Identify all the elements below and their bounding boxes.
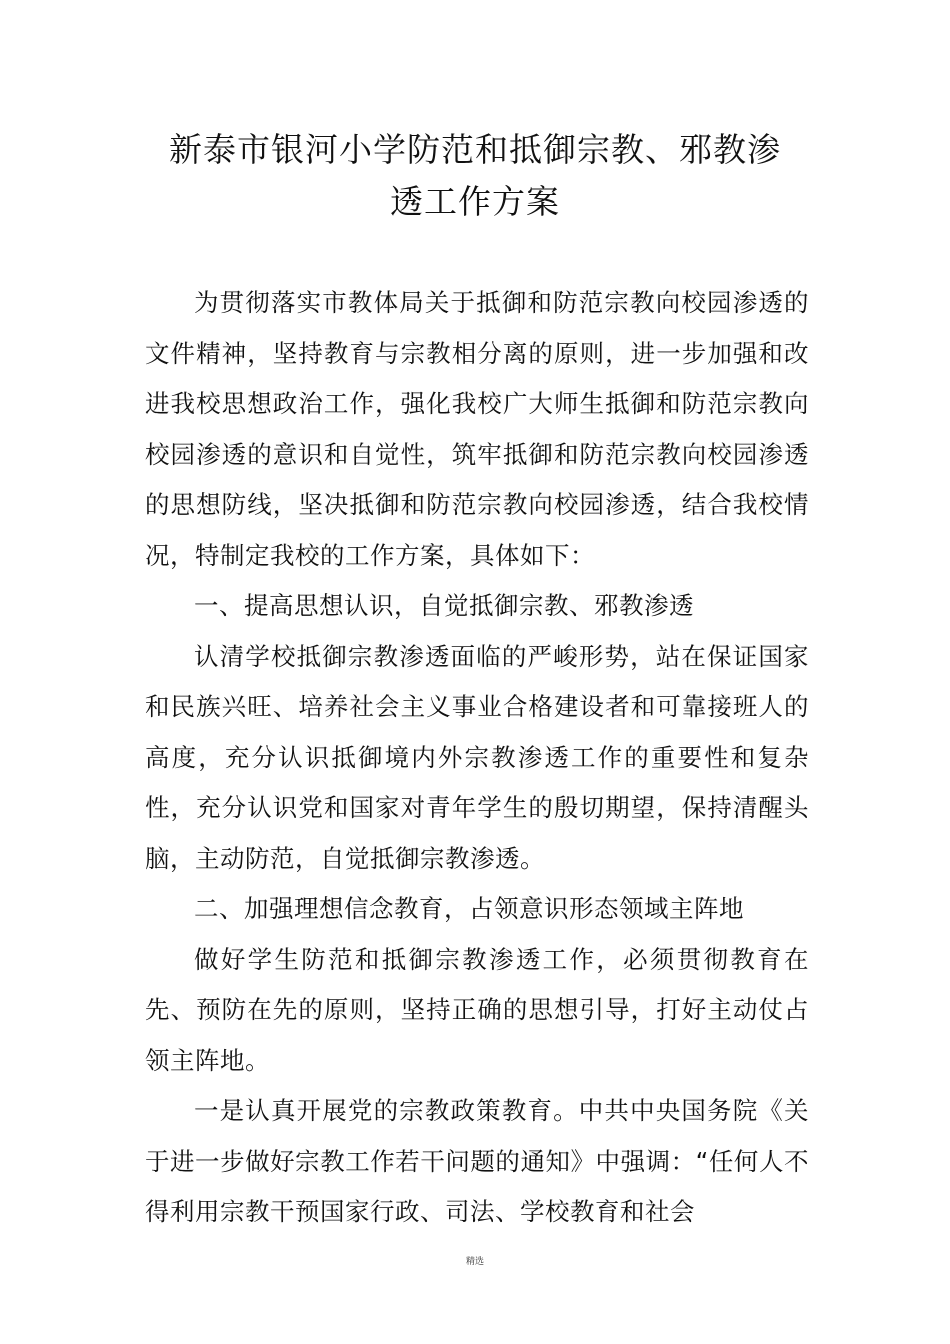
paragraph-intro: 为贯彻落实市教体局关于抵御和防范宗教向校园渗透的文件精神，坚持教育与宗教相分离的原则，进一步加强和改进我校思想政治工作，强化我校广大师生抵御和防范宗教向校园渗透的意识和自觉性，筑牢抵御和防范宗教向校园渗透的思想防线，坚决抵御和防范宗教向校园渗透，结合我校情况，特制定我校的工作方案，具体如下：: [145, 288, 809, 570]
paragraph-section-2: 做好学生防范和抵御宗教渗透工作，必须贯彻教育在先、预防在先的原则，坚持正确的思想引导，打好主动仗占领主阵地。: [145, 944, 809, 1075]
section-heading-2: 二、加强理想信念教育，占领意识形态领域主阵地: [194, 894, 744, 923]
title-line-2: 透工作方案: [390, 182, 560, 221]
page-footer: 精选: [465, 1257, 484, 1267]
paragraph-section-1: 认清学校抵御宗教渗透面临的严峻形势，站在保证国家和民族兴旺、培养社会主义事业合格建设者和可靠接班人的高度，充分认识抵御境内外宗教渗透工作的重要性和复杂性，充分认识党和国家对青年学生的殷切期望，保持清醒头脑，主动防范，自觉抵御宗教渗透。: [145, 641, 809, 873]
document-title: [140, 124, 810, 228]
paragraph-item-1: 一是认真开展党的宗教政策教育。中共中央国务院《关于进一步做好宗教工作若干问题的通知》中强调：“任何人不得利用宗教干预国家行政、司法、学校教育和社会: [145, 1096, 809, 1226]
title-line-1: 新泰市银河小学防范和抵御宗教、邪教渗: [169, 130, 781, 169]
section-heading-1: 一、提高思想认识，自觉抵御宗教、邪教渗透: [194, 591, 694, 620]
document-body: [145, 278, 809, 1238]
